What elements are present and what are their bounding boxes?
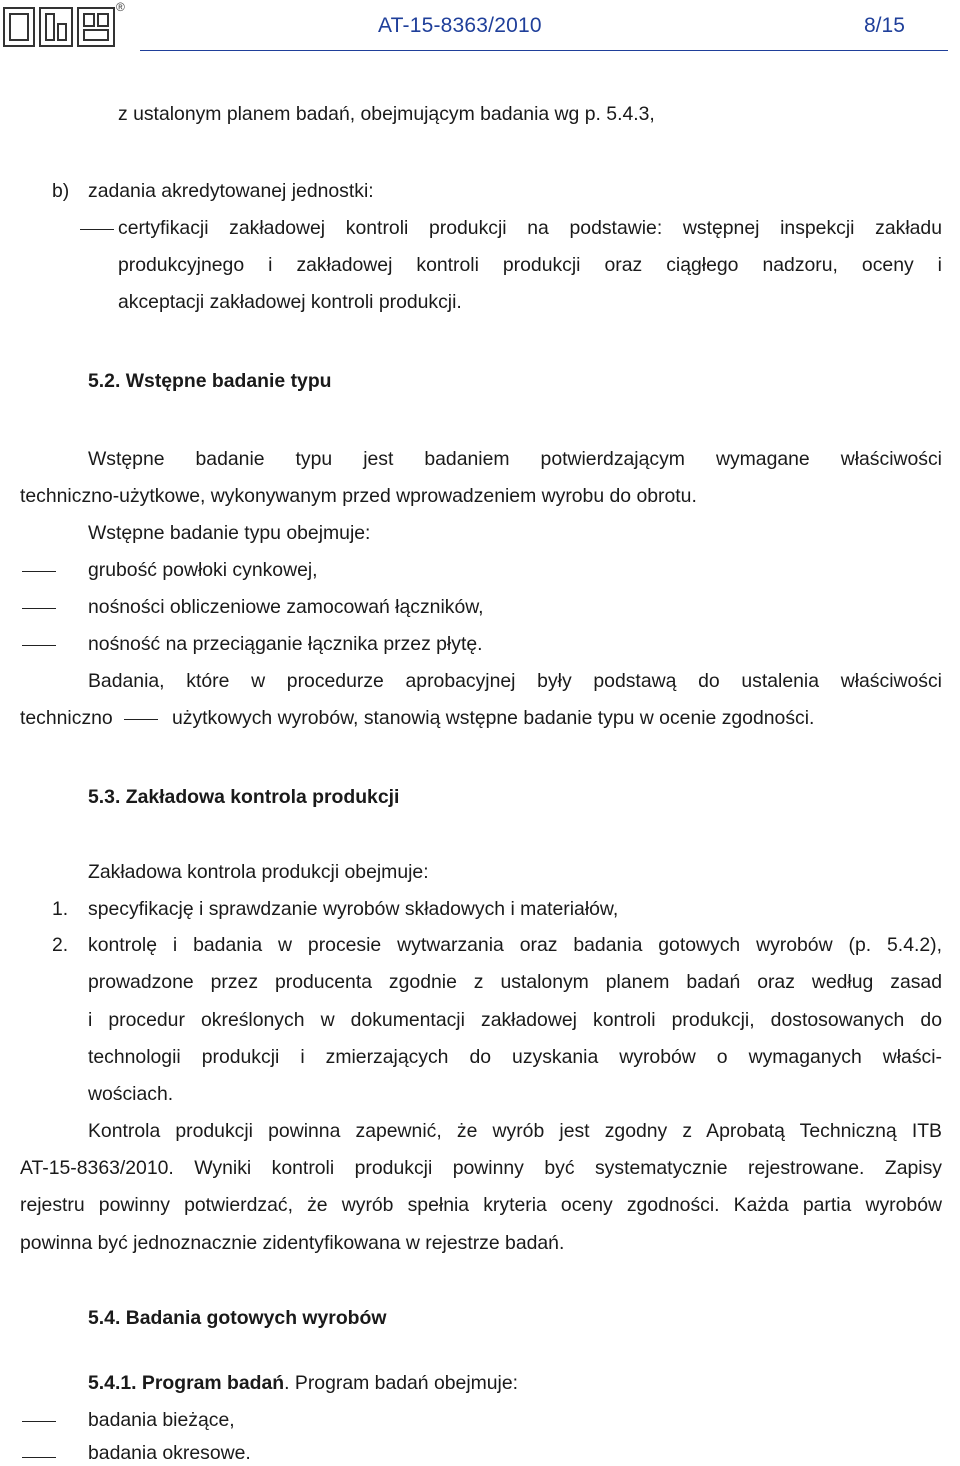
list-item: badania okresowe.	[88, 1442, 251, 1464]
dash-bullet	[22, 608, 56, 609]
list-item: kontrolę i badania w procesie wytwarzania oraz badania gotowych wyrobów (p. 5.4.2),	[88, 934, 942, 956]
dash-bullet	[22, 571, 56, 572]
dash-bullet	[22, 1421, 56, 1422]
subsection-heading	[88, 1371, 518, 1395]
text-line: produkcyjnego i zakładowej kontroli produkcji oraz ciągłego nadzoru, oceny i	[118, 254, 942, 276]
text-line: Badania, które w procedurze aprobacyjnej były podstawą do ustalenia właściwości	[88, 670, 942, 692]
page-number: 8/15	[864, 14, 905, 37]
list-item: grubość powłoki cynkowej,	[88, 559, 318, 581]
text-line: akceptacji zakładowej kontroli produkcji.	[118, 291, 462, 313]
text-line: techniczno	[20, 707, 113, 729]
list-item: nośności obliczeniowe zamocowań łączników,	[88, 596, 484, 618]
document-number: AT-15-8363/2010	[378, 14, 542, 37]
list-item: wościach.	[88, 1083, 174, 1105]
subsection-title: 5.4.1. Program badań	[88, 1372, 285, 1394]
text-line: rejestru powinny potwierdzać, że wyrób spełnia kryteria oceny zgodności. Każda partia wyrobów	[20, 1194, 942, 1216]
dash-separator	[124, 719, 158, 720]
list-item: badania bieżące,	[88, 1409, 235, 1431]
dash-bullet	[22, 645, 56, 646]
text-line: zadania akredytowanej jednostki:	[88, 180, 374, 202]
list-item: prowadzone przez producenta zgodnie z ustalonym planem badań oraz według zasad	[88, 971, 942, 993]
text-line: Wstępne badanie typu obejmuje:	[88, 522, 371, 544]
list-item: nośność na przeciąganie łącznika przez płytę.	[88, 633, 483, 655]
text-line: powinna być jednoznacznie zidentyfikowana w rejestrze badań.	[20, 1232, 565, 1254]
section-heading: 5.3. Zakładowa kontrola produkcji	[88, 786, 400, 808]
section-heading: 5.2. Wstępne badanie typu	[88, 370, 332, 392]
dash-bullet	[80, 229, 114, 230]
list-marker: 1.	[52, 898, 69, 920]
text-line: Zakładowa kontrola produkcji obejmuje:	[88, 861, 429, 883]
list-item: specyfikację i sprawdzanie wyrobów składowych i materiałów,	[88, 898, 619, 920]
section-heading: 5.4. Badania gotowych wyrobów	[88, 1307, 387, 1329]
text-line: techniczno-użytkowe, wykonywanym przed wprowadzeniem wyrobu do obrotu.	[20, 485, 697, 507]
list-item: i procedur określonych w dokumentacji zakładowej kontroli produkcji, dostosowanych do	[88, 1009, 942, 1031]
list-marker: b)	[52, 180, 70, 202]
text-line: AT-15-8363/2010. Wyniki kontroli produkcji powinny być systematycznie rejestrowane. Zapisy	[20, 1157, 942, 1179]
dash-bullet	[22, 1457, 56, 1458]
subsection-text: . Program badań obejmuje:	[284, 1372, 519, 1394]
text-line: Wstępne badanie typu jest badaniem potwierdzającym wymagane właściwości	[88, 448, 942, 470]
itb-logo-icon	[2, 2, 132, 50]
text-line: z ustalonym planem badań, obejmującym badania wg p. 5.4.3,	[118, 103, 655, 125]
page-header	[0, 0, 960, 60]
registered-mark: ®	[116, 0, 125, 14]
text-line: Kontrola produkcji powinna zapewnić, że wyrób jest zgodny z Aprobatą Techniczną ITB	[88, 1120, 942, 1142]
text-line: użytkowych wyrobów, stanowią wstępne badanie typu w ocenie zgodności.	[172, 707, 815, 729]
header-rule	[140, 50, 948, 51]
list-item: technologii produkcji i zmierzających do uzyskania wyrobów o wymaganych właści-	[88, 1046, 942, 1068]
list-marker: 2.	[52, 934, 69, 956]
text-line: certyfikacji zakładowej kontroli produkcji na podstawie: wstępnej inspekcji zakładu	[118, 217, 942, 239]
